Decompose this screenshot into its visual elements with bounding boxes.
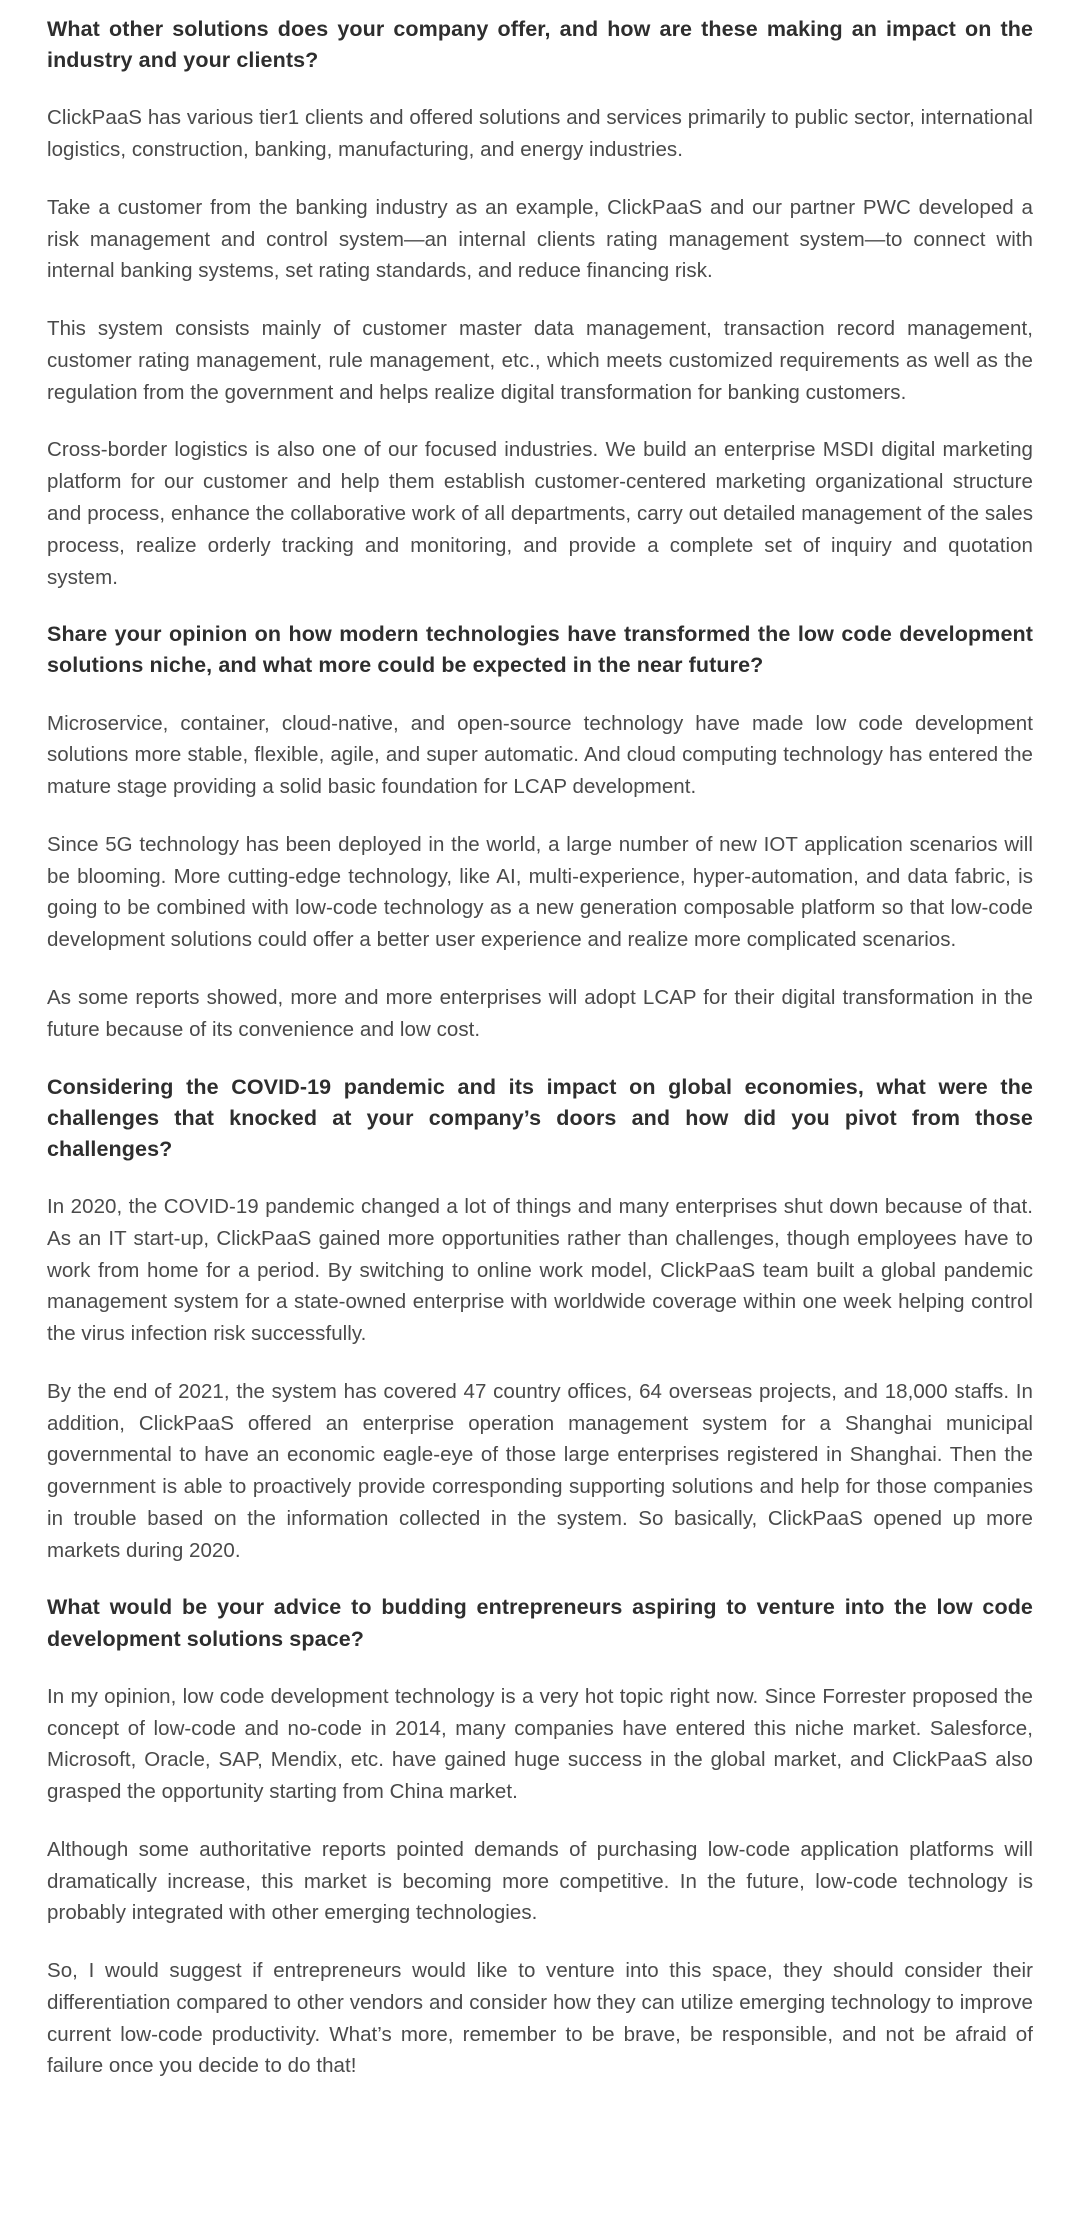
answer-paragraph: So, I would suggest if entrepreneurs would like to venture into this space, they should consider their differentiation compared to other vendors and consider how they can utilize emerging technology to improve current low-code productivity. What’s more, remember to be brave, be responsible, and not be afraid of failure once you decide to do that!	[47, 1959, 1033, 2078]
question-heading: Share your opinion on how modern technologies have transformed the low code development solutions niche, and what more could be expected in the near future?	[47, 622, 1033, 678]
answer-paragraph: Take a customer from the banking industry as an example, ClickPaaS and our partner PWC developed a risk management and control system—an internal clients rating management system—to connect with internal banking systems, set rating standards, and reduce financing risk.	[47, 195, 1033, 283]
answer-paragraph: As some reports showed, more and more enterprises will adopt LCAP for their digital transformation in the future because of its convenience and low cost.	[47, 986, 1033, 1041]
question-heading: What would be your advice to budding entrepreneurs aspiring to venture into the low code development solutions space?	[47, 1595, 1033, 1651]
answer-paragraph: This system consists mainly of customer master data management, transaction record management, customer rating management, rule management, etc., which meets customized requirements as well as the regulation from the government and helps realize digital transformation for banking customers.	[47, 317, 1033, 404]
answer-paragraph: Cross-border logistics is also one of our focused industries. We build an enterprise MSDI digital marketing platform for our customer and help them establish customer-centered marketing organizational structure and process, enhance the collaborative work of all departments, carry out detailed management of the sales process, realize orderly tracking and monitoring, and provide a complete set of inquiry and quotation system.	[47, 438, 1033, 589]
question-heading: What other solutions does your company offer, and how are these making an impact on the industry and your clients?	[47, 17, 1033, 73]
answer-paragraph: ClickPaaS has various tier1 clients and offered solutions and services primarily to public sector, international logistics, construction, banking, manufacturing, and energy industries.	[47, 106, 1033, 162]
answer-paragraph: In 2020, the COVID-19 pandemic changed a lot of things and many enterprises shut down because of that. As an IT start-up, ClickPaaS gained more opportunities rather than challenges, though employees have to work from home for a period. By switching to online work model, ClickPaaS team built a global pandemic management system for a state-owned enterprise with worldwide coverage within one week helping control the virus infection risk successfully.	[47, 1195, 1033, 1346]
question-heading: Considering the COVID-19 pandemic and its impact on global economies, what were the challenges that knocked at your company’s doors and how did you pivot from those challenges?	[47, 1074, 1033, 1161]
answer-paragraph: Although some authoritative reports pointed demands of purchasing low-code application platforms will dramatically increase, this market is becoming more competitive. In the future, low-code technology is probably integrated with other emerging technologies.	[47, 1837, 1033, 1925]
answer-paragraph: In my opinion, low code development technology is a very hot topic right now. Since Forrester proposed the concept of low-code and no-code in 2014, many companies have entered this niche market. Salesforce, Microsoft, Oracle, SAP, Mendix, etc. have gained huge success in the global market, and ClickPaaS also grasped the opportunity starting from China market.	[47, 1684, 1033, 1804]
answer-paragraph: Since 5G technology has been deployed in the world, a large number of new IOT application scenarios will be blooming. More cutting-edge technology, like AI, multi-experience, hyper-automation, and data fabric, is going to be combined with low-code technology as a new generation composable platform so that low-code development solutions could offer a better user experience and realize more complicated scenarios.	[47, 832, 1033, 952]
answer-paragraph: By the end of 2021, the system has covered 47 country offices, 64 overseas projects, and 18,000 staffs. In addition, ClickPaaS offered an enterprise operation management system for a Shanghai municipal governmental to have an economic eagle-eye of those large enterprises registered in Shanghai. Then the government is able to proactively provide corresponding supporting solutions and help for those companies in trouble based on the information collected in the system. So basically, ClickPaaS opened up more markets during 2020.	[47, 1379, 1033, 1562]
answer-paragraph: Microservice, container, cloud-native, and open-source technology have made low code development solutions more stable, flexible, agile, and super automatic. And cloud computing technology has entered the mature stage providing a solid basic foundation for LCAP development.	[47, 711, 1033, 799]
